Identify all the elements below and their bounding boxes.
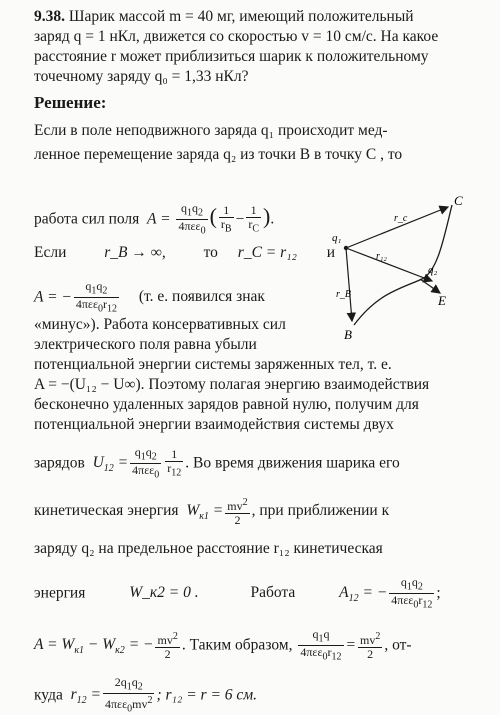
- potential-line: потенциальной энергии взаимодействия системы двух: [34, 416, 394, 433]
- then-condition: r_C = r₁₂: [237, 244, 297, 261]
- work-formula-line: работа сил поля A = $\frac{q_1q_2}{4\pi\varepsilon\varepsilon_0}$ ( $\frac{1}{r_B}$ − $\frac{1}{r_C}$ ).: [34, 201, 275, 237]
- during-text: . Во время движения шарика его: [185, 454, 400, 472]
- solution-line-2: ленное перемещение заряда q₂ из точки B в точку C , то: [34, 146, 403, 163]
- problem-line-1: [34, 8, 414, 26]
- kinetic-label: кинетическая энергия: [34, 502, 179, 520]
- label-rb: r_B: [336, 289, 351, 300]
- vector-rb: [346, 248, 352, 321]
- solution-line-1: Если в поле неподвижного заряда q₁ происходит мед-: [34, 122, 388, 139]
- kinetic-line: кинетическая энергия $W_{к1}$ = $\frac{mv^2}{2}$ , при приближении к: [34, 497, 390, 527]
- problem-line-4: точечному заряду q₀ = 1,33 нКл?: [34, 68, 249, 85]
- energy-label: энергия: [34, 584, 86, 602]
- then-text: то: [203, 244, 218, 261]
- from-text: , от-: [384, 636, 412, 654]
- energy-line: A = −(U₁₂ − U∞). Поэтому полагая энергию взаимодействия: [34, 376, 430, 393]
- if-condition: r_B → ∞,: [104, 244, 166, 261]
- work-label: работа сил поля: [34, 210, 140, 228]
- problem-line-2: заряд q = 1 нКл, движется со скоростью v = 10 см/с. На какое: [34, 28, 439, 45]
- label-q1: q₁: [332, 232, 342, 244]
- charge-line: заряду q₂ на предельное расстояние r₁₂ кинетическая: [34, 540, 383, 557]
- problem-text-1: Шарик массой m = 40 мг, имеющий положительный: [68, 8, 414, 25]
- wk2-line: энергия W_к2 = 0 . Работа $A_{12}$ = − $\frac{q_1q_2}{4\pi\varepsilon\varepsilon_0r_{12}}$ ;: [34, 575, 441, 611]
- balance-line: $A = W_{к1} - W_{к2}$ = − $\frac{mv^2}{2}$ . Таким образом, $\frac{q_1q}{4\pi\varepsilon\varepsilon_0r_{12}}$ = $\frac{mv^2}{2}$ , от-: [34, 627, 412, 663]
- work-fraction: $\frac{q_1q_2}{4\pi\varepsilon\varepsilon_0}$: [178, 201, 206, 237]
- field-line-2: потенциальной энергии системы заряженных тел, т. е.: [34, 356, 392, 373]
- problem-number: 9.38.: [34, 8, 65, 25]
- final-line: куда $r_{12}$ = $\frac{2q_1q_2}{4\pi\varepsilon\varepsilon_0mv^2}$ ; r₁₂ = r = 6 см.: [34, 675, 258, 715]
- solution-heading: Решение:: [34, 93, 107, 112]
- approach-text: , при приближении к: [251, 502, 390, 520]
- label-b: B: [344, 327, 352, 342]
- work-word: Работа: [250, 584, 296, 602]
- where-text: куда: [34, 686, 63, 704]
- if-text: Если: [34, 244, 67, 261]
- vector-r12: [346, 248, 432, 281]
- u12-line: зарядов $U_{12}$ = $\frac{q_1q_2}{4\pi\varepsilon\varepsilon_0}$ $\frac{1}{r_{12}}$ . Во время движения шарика его: [34, 445, 400, 481]
- wk2-equation: W_к2 = 0 .: [129, 584, 199, 602]
- final-result: ; r₁₂ = r = 6 см.: [156, 686, 258, 704]
- infinite-line: бесконечно удаленных зарядов равной нулю, получим для: [34, 396, 419, 413]
- minus-line: «минус»). Работа консервативных сил: [34, 316, 286, 333]
- a-formula-line: A = − $\frac{q_1q_2}{4\pi\varepsilon\varepsilon_0r_{12}}$ (т. е. появился знак: [34, 279, 265, 315]
- label-e: E: [438, 293, 446, 308]
- charge-q1-point: [344, 246, 348, 250]
- problem-line-3: расстояние r может приблизиться шарик к положительному: [34, 48, 429, 65]
- field-vector-e: [420, 279, 440, 293]
- label-rc: r_c: [394, 213, 408, 224]
- label-c: C: [454, 193, 463, 208]
- label-q2: q₂: [428, 264, 438, 276]
- thus-text: . Таким образом,: [181, 636, 293, 654]
- note-sign: (т. е. появился знак: [138, 288, 265, 306]
- label-r12: r₁₂: [376, 251, 387, 262]
- charges-label: зарядов: [34, 454, 85, 472]
- field-diagram: [330, 193, 470, 343]
- and-text: и: [326, 244, 336, 261]
- condition-line: [34, 244, 335, 262]
- field-line-1: электрического поля равна убыли: [34, 336, 257, 353]
